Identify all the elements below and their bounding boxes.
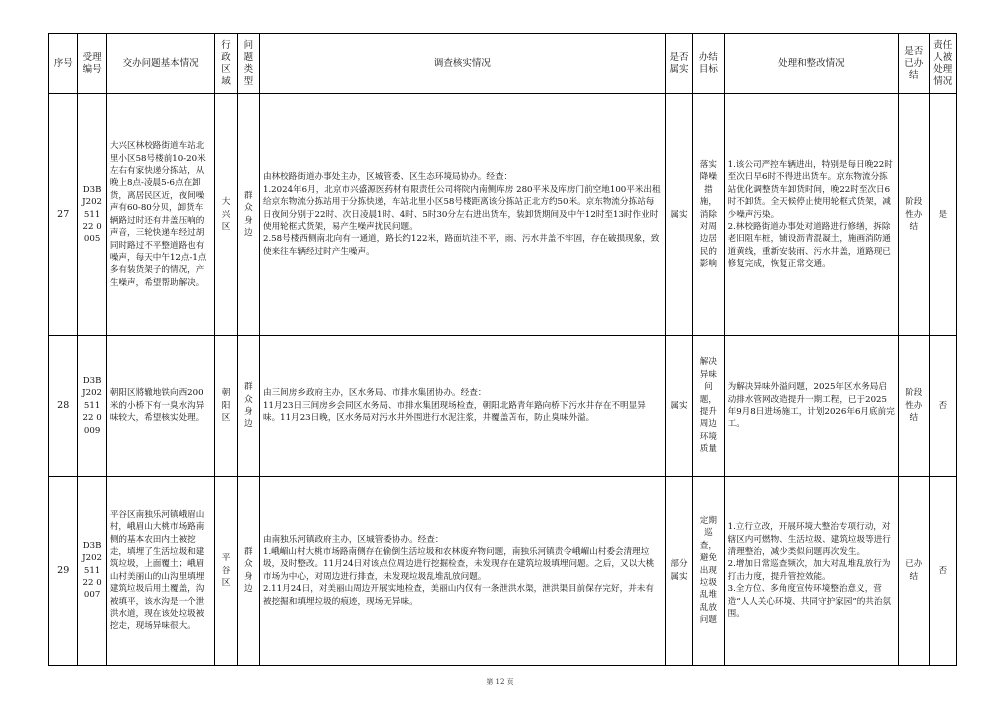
row-seq: 29: [49, 476, 78, 665]
row-seq: 28: [49, 336, 78, 476]
header-handling: 处理和整改情况: [724, 34, 898, 94]
header-investigation: 调查核实情况: [259, 34, 665, 94]
row-issue: 平谷区南独乐河镇峨眉山村，峨眉山大桃市场路南侧的基本农田内土被挖走，填埋了生活垃圾和建筑垃圾，上面覆土；峨眉山村美丽山的山沟里填埋建筑垃圾后用土覆盖，沟被填平，该水沟是一个泄洪水道，现在该处垃圾被挖走，现场异味很大。: [106, 476, 215, 665]
row-accept-no: D3BJ20251122 0005: [78, 94, 106, 336]
table-header-row: [49, 34, 957, 94]
row-accept-no: D3BJ20251122 0007: [78, 476, 106, 665]
row-goal: 解决异味问题，提升周边环境质量: [693, 336, 724, 476]
row-investigation: 由三间房乡政府主办，区水务局、市排水集团协办。经查： 11月23日三间房乡会同区水务局、市排水集团现场检查，朝阳北路青年路向桥下污水井存在不明显异味。11月23日晚，区水务局对污水井外围进行水泥注浆，井覆盖苫布，防止臭味外溢。: [259, 336, 665, 476]
header-goal: 办结目标: [693, 34, 724, 94]
row-goal: 定期巡查，避免出现垃圾乱堆乱放问题: [693, 476, 724, 665]
row-handling: 为解决异味外溢问题，2025年区水务局启动排水管网改造提升一期工程，已于2025年9月8日进场施工，计划2026年6月底前完工。: [724, 336, 898, 476]
row-type: 群众身边: [237, 476, 259, 665]
row-closed: 阶段性办结: [899, 94, 929, 336]
row-type: 群众身边: [237, 94, 259, 336]
row-closed: 阶段性办结: [899, 336, 929, 476]
row-accountability: 是: [929, 94, 956, 336]
header-district: 行政区域: [215, 34, 237, 94]
table-row: [49, 336, 957, 476]
row-verified: 属实: [665, 336, 692, 476]
row-handling: 1.该公司严控车辆进出，特别是每日晚22时至次日早6时不得进出货车。京东物流分拣站优化调整货车卸货时间，晚22时至次日6时不卸货。全天候停止使用轮框式货架，减少噪声污染。 2.林校路街道办事处对道路进行修缮，拆除老旧阻车桩，铺设沥青混凝土，施画消防通道黄线，重新安装雨、污水井盖，道路现已修复完成，恢复正常交通。: [724, 94, 898, 336]
header-verified: 是否属实: [665, 34, 692, 94]
header-accountability: 责任人被处理情况: [929, 34, 956, 94]
row-type: 群众身边: [237, 336, 259, 476]
row-district: 朝阳区: [215, 336, 237, 476]
row-goal: 落实降噪措施，消除对周边居民的影响: [693, 94, 724, 336]
row-district: 平谷区: [215, 476, 237, 665]
row-accountability: 否: [929, 336, 956, 476]
row-handling: 1.立行立改，开展环境大整治专项行动，对辖区内可燃物、生活垃圾、建筑垃圾等进行清理整治，减少类似问题再次发生。 2.增加日常巡查频次，加大对乱堆乱放行为打击力度，提升管控效能。 3.全方位、多角度宣传环境整治意义，营造“人人关心环境、共同守护家园”的共治氛围。: [724, 476, 898, 665]
header-accept-no: 受理编号: [78, 34, 106, 94]
row-issue: 朝阳区將辙地铁向西200米的小桥下有一臭水沟异味较大，希望核实处理。: [106, 336, 215, 476]
header-seq: 序号: [49, 34, 78, 94]
row-issue: 大兴区林校路街道车站北里小区58号楼前10-20米左右有家快递分拣站，从晚上8点-凌晨5-6点在卸货，离居民区近，夜间噪声有60-80分贝，卸货车辆路过时还有井盖压响的声音，三轮快递车经过胡同时路过不平整道路也有噪声，每天中午12点-1点多有装货架子的情况，产生噪声，希望帮助解决。: [106, 94, 215, 336]
row-closed: 已办结: [899, 476, 929, 665]
case-table: [48, 33, 957, 666]
row-investigation: 由林校路街道办事处主办，区城管委、区生态环境局协办。经查： 1.2024年6月，北京市兴盛源医药材有限责任公司将院内南侧库房 280平米及库房门前空地100平米出租给京东物流分拣站用于分拣快递，车站北里小区58号楼距离该分拣站正北方约50米。京东物流分拣站每日夜间分别于22时、次日凌晨1时、4时、5时30分左右进出货车，装卸货期间及中午12时至13时作业时使用轮框式货架，易产生噪声扰民问题。 2.58号楼西侧南北向有一通道，路长约122米，路面坑洼不平，雨、污水井盖不牢固，存在破损现象，致使来往车辆经过时产生噪声。: [259, 94, 665, 336]
table-row: [49, 476, 957, 665]
header-closed: 是否已办结: [899, 34, 929, 94]
header-issue: 交办问题基本情况: [106, 34, 215, 94]
header-type: 问题类型: [237, 34, 259, 94]
table-row: [49, 94, 957, 336]
page-number: 第 12 页: [486, 678, 514, 686]
row-verified: 部分属实: [665, 476, 692, 665]
row-accept-no: D3BJ20251122 0009: [78, 336, 106, 476]
row-investigation: 由南独乐河镇政府主办，区城管委协办。经查： 1.峨嵋山村大桃市场路南侧存在偷倒生活垃圾和农林废弃物问题，南独乐河镇责令峨嵋山村委会清理垃圾，及时整改。11月24日对该点位周边进行挖掘检查，未发现存在建筑垃圾填埋问题。之后，又以大桃市场为中心，对周边进行排查，未发现垃圾乱堆乱放问题。 2.11月24日，对美丽山周边开展实地检查，美丽山内仅有一条泄洪水渠，泄洪渠目前保存完好，并未有被挖掘和填埋垃圾的痕迹，现场无异味。: [259, 476, 665, 665]
row-verified: 属实: [665, 94, 692, 336]
row-seq: 27: [49, 94, 78, 336]
row-accountability: 否: [929, 476, 956, 665]
row-district: 大兴区: [215, 94, 237, 336]
